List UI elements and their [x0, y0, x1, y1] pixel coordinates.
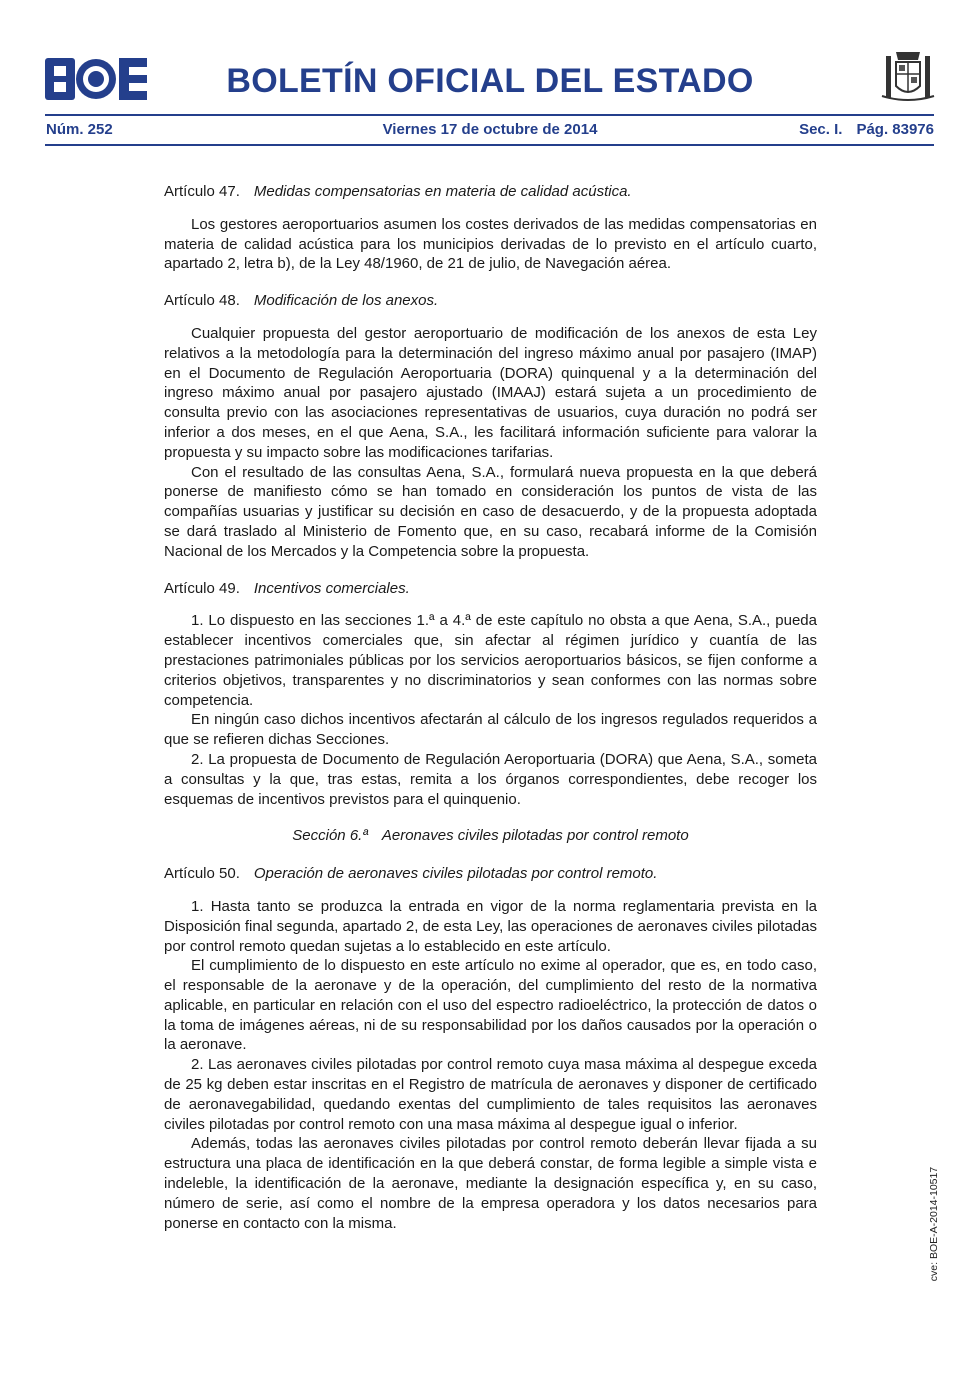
article-title: Medidas compensatorias en materia de calidad acústica.: [253, 183, 632, 200]
article-47: [164, 182, 817, 274]
article-number: Artículo 48.: [164, 292, 240, 310]
section-title: Aeronaves civiles pilotadas por control remoto: [381, 827, 689, 845]
article-48: [164, 291, 817, 561]
article-number: Artículo 47.: [164, 183, 240, 200]
paragraph: En ningún caso dichos incentivos afectarán al cálculo de los ingresos regulados requeridos a que se refieren dichas Secciones.: [164, 711, 817, 749]
paragraph: Con el resultado de las consultas Aena, S.A., formulará nueva propuesta en la que deberá ponerse de manifiesto cómo se han tomado en consideración los puntos de vista de las compañías usuarias y justificar su decisión en caso de desacuerdo, y de la propuesta adoptada se dará traslado al Ministerio de Fomento que, en su caso, recabará informe de la Comisión Nacional de los Mercados y la Competencia sobre la propuesta.: [164, 463, 817, 560]
paragraph: Los gestores aeroportuarios asumen los costes derivados de las medidas compensatorias en materia de calidad acústica para los municipios derivadas de lo previsto en el artículo cuarto, apartado 2, letra b), de la Ley 48/1960, de 21 de julio, de Navegación aérea.: [164, 215, 817, 273]
paragraph: El cumplimiento de lo dispuesto en este artículo no exime al operador, que es, en todo caso, el responsable de la aeronave y de la operación, del cumplimiento del resto de la normativa aplicable, en particular en relación con el uso del espectro radioeléctrico, la protección de datos o la toma de imágenes aéreas, ni de su responsabilidad por los daños causados por la operación o la aeronave.: [164, 957, 817, 1054]
header-rule-top: [45, 114, 934, 116]
document-body: [164, 182, 817, 1250]
article-number: Artículo 49.: [164, 579, 240, 597]
article-title: Operación de aeronaves civiles pilotadas por control remoto.: [253, 865, 658, 883]
article-title: Incentivos comerciales.: [253, 579, 410, 597]
article-heading: [164, 182, 817, 202]
coat-of-arms-icon: [880, 46, 936, 104]
issue-date: Viernes 17 de octubre de 2014: [382, 121, 598, 138]
page-number: Pág. 83976: [856, 121, 934, 138]
boe-logo-icon: [45, 58, 147, 100]
article-50: [164, 864, 817, 1233]
paragraph: 1. Hasta tanto se produzca la entrada en vigor de la norma reglamentaria prevista en la Disposición final segunda, apartado 2, de esta Ley, las operaciones de aeronaves civiles pilotadas por control remoto quedan sujetas a lo establecido en este artículo.: [164, 897, 817, 955]
article-49: [164, 579, 817, 810]
section-heading: [164, 826, 817, 846]
section-page: [785, 119, 934, 141]
issue-number: Núm. 252: [46, 121, 113, 138]
header-rule-bottom: [45, 144, 934, 146]
article-title: Modificación de los anexos.: [253, 292, 439, 310]
section-number: Sección 6.ª: [292, 827, 368, 845]
masthead-title: BOLETÍN OFICIAL DEL ESTADO: [226, 62, 754, 100]
article-number: Artículo 50.: [164, 865, 240, 883]
paragraph: Cualquier propuesta del gestor aeroportuario de modificación de los anexos de esta Ley relativos a la metodología para la determinación del ingreso máximo anual por pasajero (IMAP) en el Documento de Regulación Aeroportuaria (DORA) quinquenal y a la determinación del ingreso máximo anual por pasajero ajustado (IMAAJ) estará sujeta a un procedimiento de consulta previo con las asociaciones representativas de usuarios, cuya duración no podrá ser inferior a dos meses, en el que Aena, S.A., les facilitará información suficiente para valorar la propuesta y su impacto sobre las modificaciones tarifarias.: [164, 324, 817, 461]
paragraph: 2. Las aeronaves civiles pilotadas por control remoto cuya masa máxima al despegue exceda de 25 kg deben estar inscritas en el Registro de matrícula de aeronaves y disponer de certificado de aeronavegabilidad, quedando exentas del cumplimiento de tales requisitos las aeronaves civiles pilotadas por control remoto con una masa máxima al despegue igual o inferior.: [164, 1056, 817, 1133]
cve-identifier: [925, 1160, 945, 1290]
section-label: Sec. I.: [799, 121, 843, 138]
article-heading: [164, 291, 817, 311]
article-heading: [164, 864, 817, 884]
cve-text: cve: BOE-A-2014-10517: [928, 1166, 940, 1282]
paragraph: 2. La propuesta de Documento de Regulación Aeroportuaria (DORA) que Aena, S.A., someta a consultas y la que, tras estas, remita a los órganos correspondientes, debe recoger los esquemas de incentivos previstos para el quinquenio.: [164, 750, 817, 808]
article-heading: [164, 579, 817, 599]
paragraph: Además, todas las aeronaves civiles pilotadas por control remoto deberán llevar fijada a su estructura una placa de identificación en la que deberá constar, de forma legible a simple vista e indeleble, la identificación de la aeronave, mediante la designación específica y, en su caso, número de serie, así como el nombre de la empresa operadora y los datos necesarios para ponerse en contacto con la misma.: [164, 1135, 817, 1232]
paragraph: 1. Lo dispuesto en las secciones 1.ª a 4.ª de este capítulo no obsta a que Aena, S.A., pueda establecer incentivos comerciales que, sin afectar al régimen jurídico y cuantía de las prestaciones patrimoniales públicas por los servicios aeroportuarios básicos, se fijen conforme a criterios objetivos, transparentes y no discriminatorios y sean conformes con las normas sobre competencia.: [164, 612, 817, 709]
